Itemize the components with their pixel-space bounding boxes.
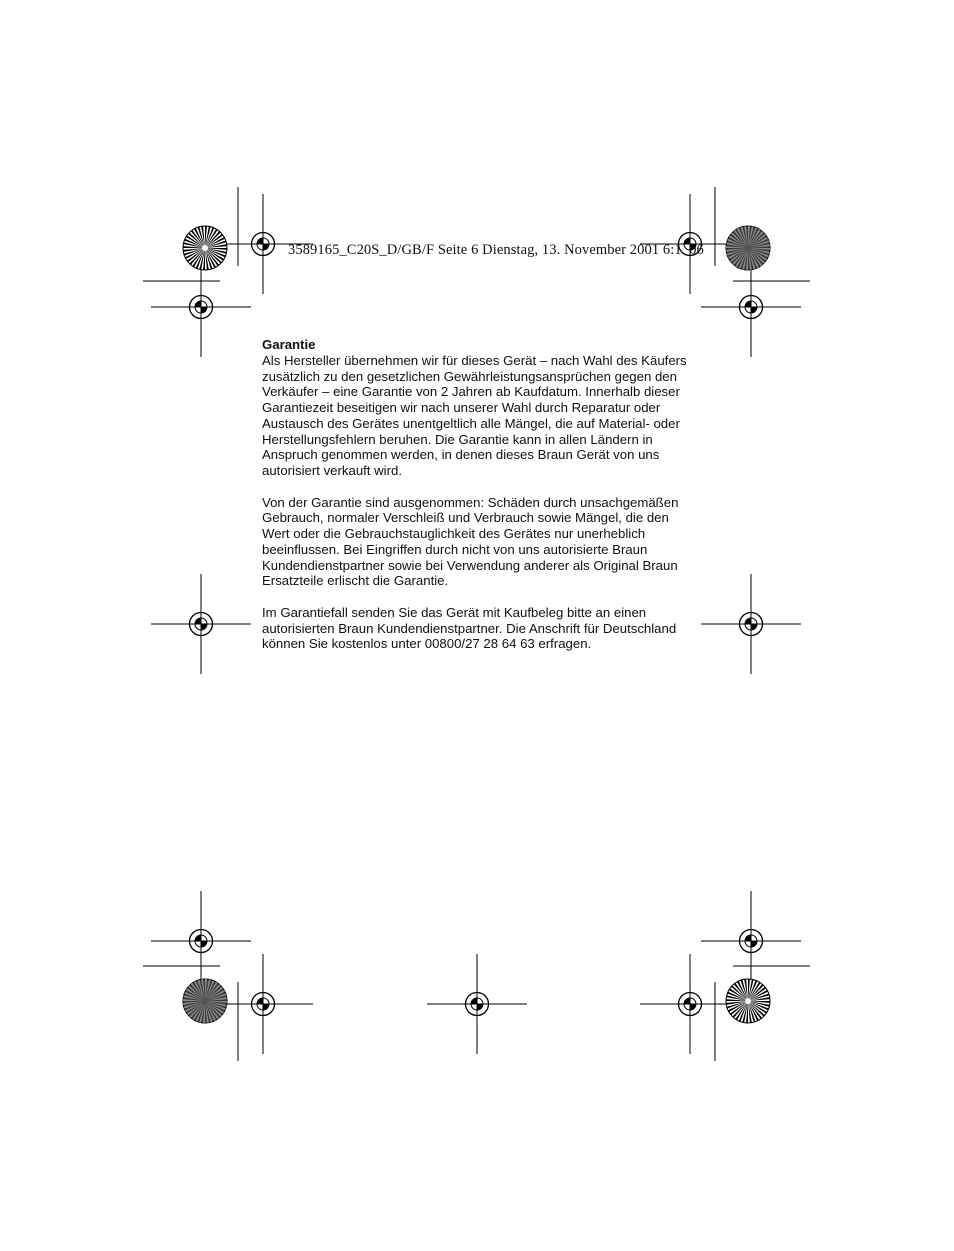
registration-mark-icon (701, 574, 801, 674)
registration-mark-icon (151, 891, 251, 991)
star-target-icon (183, 979, 227, 1023)
star-target-icon (726, 979, 770, 1023)
registration-mark-icon (151, 574, 251, 674)
registration-mark-icon (427, 954, 527, 1054)
registration-mark-icon (151, 257, 251, 357)
printer-slug-line: 3589165_C20S_D/GB/F Seite 6 Dienstag, 13. November 2001 6:1 06 (288, 242, 704, 258)
registration-mark-icon (213, 954, 313, 1054)
claim-paragraph: Im Garantiefall senden Sie das Gerät mit Kaufbeleg bitte an einen autorisierten Braun Kundendienstpartner. Die Anschrift für Deutschland können Sie kostenlos unter 00800/27 28 64 63 erfragen. (262, 604, 677, 652)
star-target-icon (726, 226, 770, 270)
registration-mark-icon (701, 891, 801, 991)
registration-mark-icon (640, 954, 740, 1054)
registration-mark-icon (701, 257, 801, 357)
exclusions-paragraph: Von der Garantie sind ausgenommen: Schäden durch unsachgemäßen Gebrauch, normaler Verschleiß und Verbrauch sowie Mängel, die den Wert oder die Gebrauchstauglichkeit des Gerätes nur unerheblich beeinflussen. Bei Eingriffen durch nicht von uns autorisierte Braun Kundendienstpartner sowie bei Verwendung anderer als Original Braun Ersatzteile erlischt die Garantie. (262, 494, 679, 589)
section-heading: Garantie (262, 337, 316, 352)
warranty-section (262, 337, 702, 668)
warranty-paragraph: Als Hersteller übernehmen wir für dieses Gerät – nach Wahl des Käufers zusätzlich zu den gesetzlichen Gewährleistungsansprüchen gegen den Verkäufer – eine Garantie von 2 Jahren ab Kaufdatum. Innerhalb dieser Garantiezeit beseitigen wir nach unserer Wahl durch Reparatur oder Austausch des Gerätes unentgeltlich alle Mängel, die auf Material- oder Herstellungsfehlern beruhen. Die Garantie kann in allen Ländern in Anspruch genommen werden, in denen dieses Braun Gerät von uns autorisiert verkauft wird. (262, 352, 687, 478)
star-target-icon (183, 226, 227, 270)
